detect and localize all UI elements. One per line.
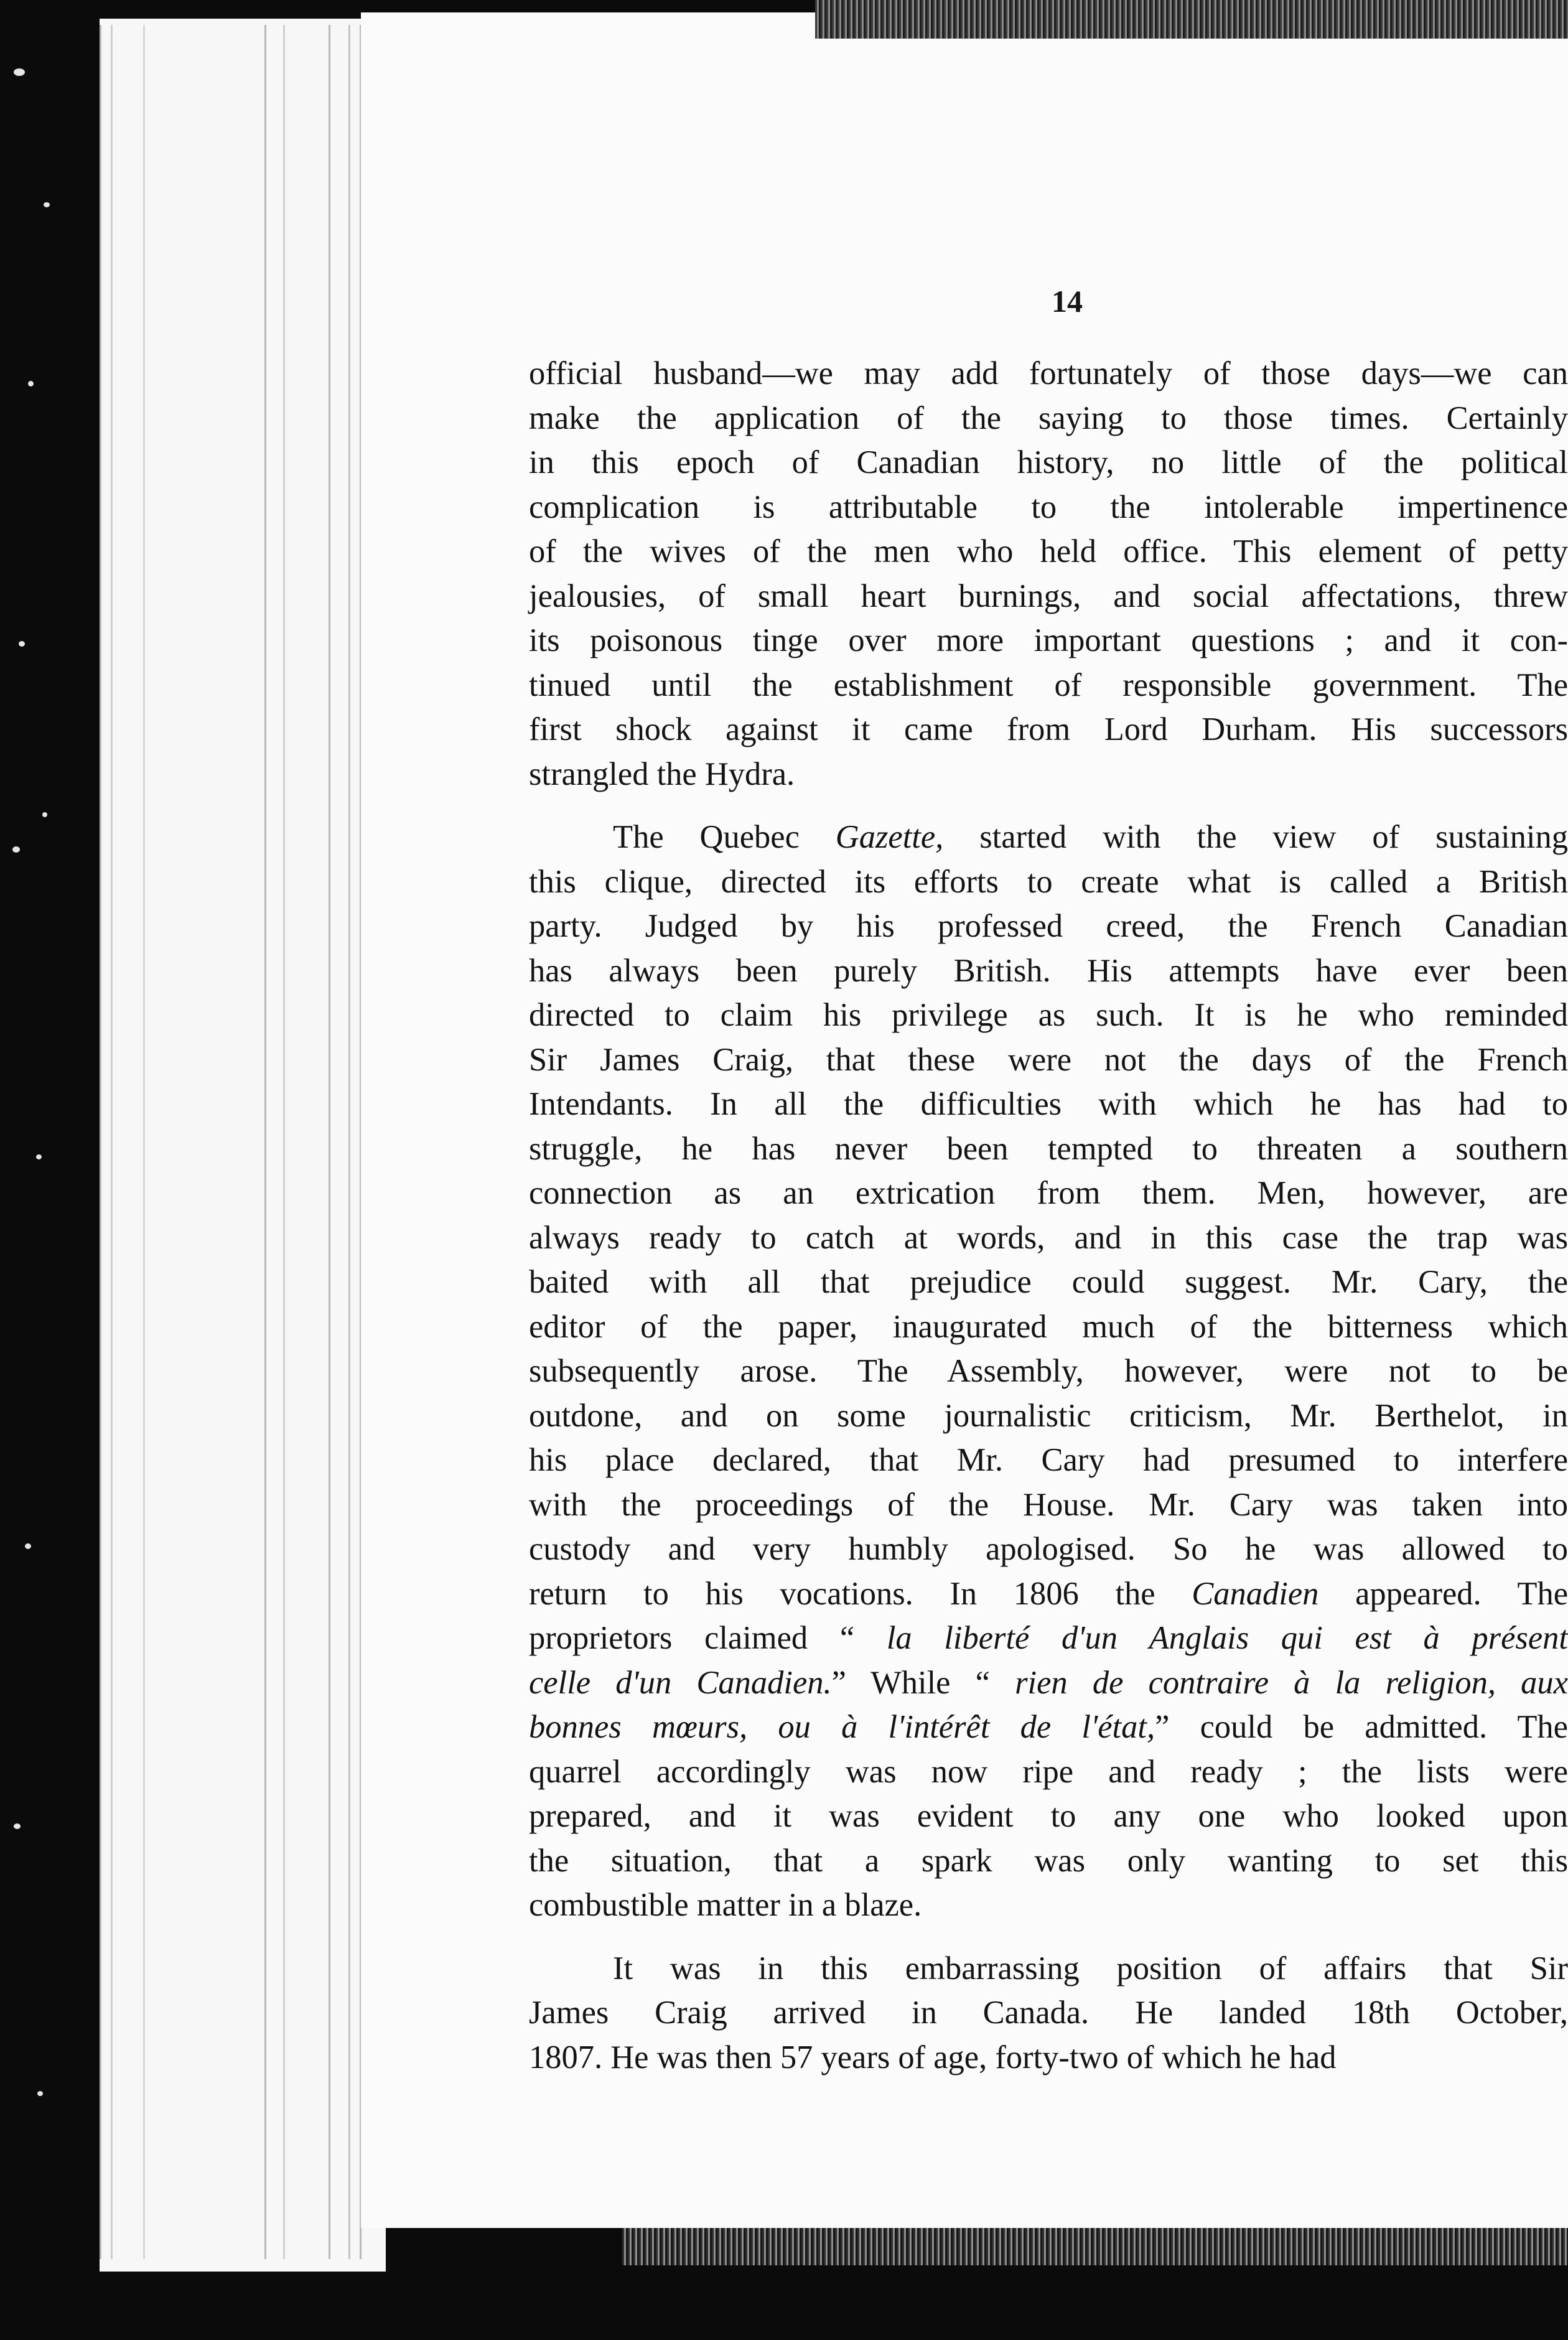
italic-text: rien de contraire à la religion, aux [1015, 1664, 1568, 1701]
text-line [529, 1260, 1568, 1305]
text-run: struggle, he has never been tempted to threaten a southern [529, 1130, 1568, 1167]
text-line [529, 1947, 1568, 1991]
text-run: The Quebec [613, 819, 836, 855]
text-line [529, 2036, 1568, 2080]
text-run: James Craig arrived in Canada. He landed 18th October, [529, 1995, 1568, 2031]
text-run: proprietors claimed “ [529, 1620, 887, 1656]
text-run: appeared. The [1318, 1575, 1568, 1612]
margin-speck [44, 202, 50, 207]
text-run: always ready to catch at words, and in this case the trap was [529, 1219, 1568, 1256]
text-line [529, 530, 1568, 574]
text-run: of the wives of the men who held office. This element of petty [529, 533, 1568, 569]
page-edge-line [264, 25, 266, 2259]
text-run: official husband—we may add fortunately of those days—we can [529, 355, 1568, 391]
text-run: return to his vocations. In 1806 the [529, 1575, 1192, 1612]
page-edge-line [283, 25, 285, 2259]
page-edge-line [111, 25, 113, 2259]
text-run: combustible matter in a blaze. [529, 1887, 922, 1923]
page-number: 14 [1052, 284, 1083, 319]
text-line [529, 352, 1568, 396]
text-line [529, 708, 1568, 752]
text-run: make the application of the saying to those times. Certainly [529, 400, 1568, 436]
text-run: its poisonous tinge over more important questions ; and it con- [529, 622, 1568, 658]
microfilm-edge-bottom [622, 2228, 1568, 2265]
text-line [529, 1127, 1568, 1172]
text-run: jealousies, of small heart burnings, and social affectations, threw [529, 578, 1568, 614]
italic-text: bonnes mœurs, ou à l'intérêt de l'état, [529, 1709, 1155, 1745]
margin-speck [25, 1543, 31, 1549]
text-line [529, 1572, 1568, 1617]
text-run: ” could be admitted. The [1155, 1709, 1568, 1745]
paragraph-gap [529, 797, 1568, 815]
text-line [529, 860, 1568, 905]
text-run: quarrel accordingly was now ripe and ready ; the lists were [529, 1753, 1568, 1790]
text-run: started with the view of sustaining [943, 819, 1568, 855]
text-line [529, 752, 1568, 797]
text-run: connection as an extrication from them. Men, however, are [529, 1175, 1568, 1211]
text-line [529, 663, 1568, 708]
page-edge-line [143, 25, 145, 2259]
text-line [529, 815, 1568, 860]
text-line [529, 1216, 1568, 1261]
margin-speck [19, 641, 25, 647]
page-edge-back [100, 19, 386, 2272]
margin-speck [28, 381, 34, 386]
text-run: prepared, and it was evident to any one who looked upon [529, 1798, 1568, 1834]
text-run: Sir James Craig, that these were not the days of the French [529, 1041, 1568, 1078]
page-edge-line [329, 25, 330, 2259]
text-line [529, 993, 1568, 1038]
text-line [529, 1305, 1568, 1350]
text-run: directed to claim his privilege as such. It is he who reminded [529, 997, 1568, 1033]
text-line [529, 1171, 1568, 1216]
text-run: editor of the paper, inaugurated much of the bitterness which [529, 1308, 1568, 1345]
text-run: strangled the Hydra. [529, 756, 795, 792]
text-run: custody and very humbly apologised. So he was allowed to [529, 1531, 1568, 1567]
text-line [529, 1794, 1568, 1839]
text-run: 1807. He was then 57 years of age, forty-two of which he had [529, 2039, 1337, 2076]
text-run: party. Judged by his professed creed, the French Canadian [529, 908, 1568, 944]
page-edge-line [100, 25, 101, 2259]
text-run: subsequently arose. The Assembly, however, were not to be [529, 1353, 1568, 1389]
text-line [529, 574, 1568, 619]
text-line [529, 949, 1568, 994]
margin-speck [14, 68, 25, 76]
text-line [529, 1750, 1568, 1795]
text-run: in this epoch of Canadian history, no little of the political [529, 444, 1568, 480]
text-run: It was in this embarrassing position of affairs that Sir [613, 1950, 1568, 1987]
text-run: his place declared, that Mr. Cary had presumed to interfere [529, 1442, 1568, 1478]
margin-speck [42, 812, 47, 817]
text-line [529, 1349, 1568, 1394]
italic-text: celle d'un Canadien. [529, 1664, 832, 1701]
text-line [529, 1883, 1568, 1928]
text-line [529, 1038, 1568, 1083]
text-line [529, 1438, 1568, 1483]
italic-text: la liberté d'un Anglais qui est à présent [886, 1620, 1568, 1656]
page-edge-line [348, 25, 350, 2259]
text-line [529, 1661, 1568, 1706]
text-line [529, 396, 1568, 441]
italic-text: Gazette, [835, 819, 944, 855]
text-line [529, 485, 1568, 530]
text-line [529, 1082, 1568, 1127]
margin-speck [36, 1154, 42, 1159]
text-line [529, 619, 1568, 663]
paragraph [529, 352, 1568, 797]
text-line [529, 441, 1568, 485]
text-run: Intendants. In all the difficulties with which he has had to [529, 1086, 1568, 1122]
text-run: outdone, and on some journalistic criticism, Mr. Berthelot, in [529, 1397, 1568, 1434]
paragraph [529, 815, 1568, 1928]
text-line [529, 1616, 1568, 1661]
text-run: complication is attributable to the intolerable impertinence [529, 489, 1568, 525]
italic-text: Canadien [1192, 1575, 1319, 1612]
text-run: ” While “ [831, 1664, 1015, 1701]
text-run: the situation, that a spark was only wanting to set this [529, 1842, 1568, 1879]
margin-speck [12, 846, 20, 853]
text-run: tinued until the establishment of responsible government. The [529, 667, 1568, 703]
text-run: first shock against it came from Lord Durham. His successors [529, 711, 1568, 747]
text-run: with the proceedings of the House. Mr. Cary was taken into [529, 1486, 1568, 1523]
text-line [529, 1483, 1568, 1528]
text-line [529, 1527, 1568, 1572]
text-line [529, 1705, 1568, 1750]
paragraph-gap [529, 1928, 1568, 1947]
text-run: has always been purely British. His attempts have ever been [529, 952, 1568, 989]
text-line [529, 1991, 1568, 2036]
body-text [529, 352, 1568, 2080]
margin-speck [37, 2091, 43, 2096]
paragraph [529, 1947, 1568, 2080]
text-run: this clique, directed its efforts to create what is called a British [529, 863, 1568, 900]
microfilm-edge-top [815, 0, 1568, 39]
margin-speck [14, 1823, 21, 1829]
text-line [529, 1394, 1568, 1439]
text-run: baited with all that prejudice could suggest. Mr. Cary, the [529, 1264, 1568, 1300]
text-line [529, 904, 1568, 949]
text-line [529, 1839, 1568, 1884]
